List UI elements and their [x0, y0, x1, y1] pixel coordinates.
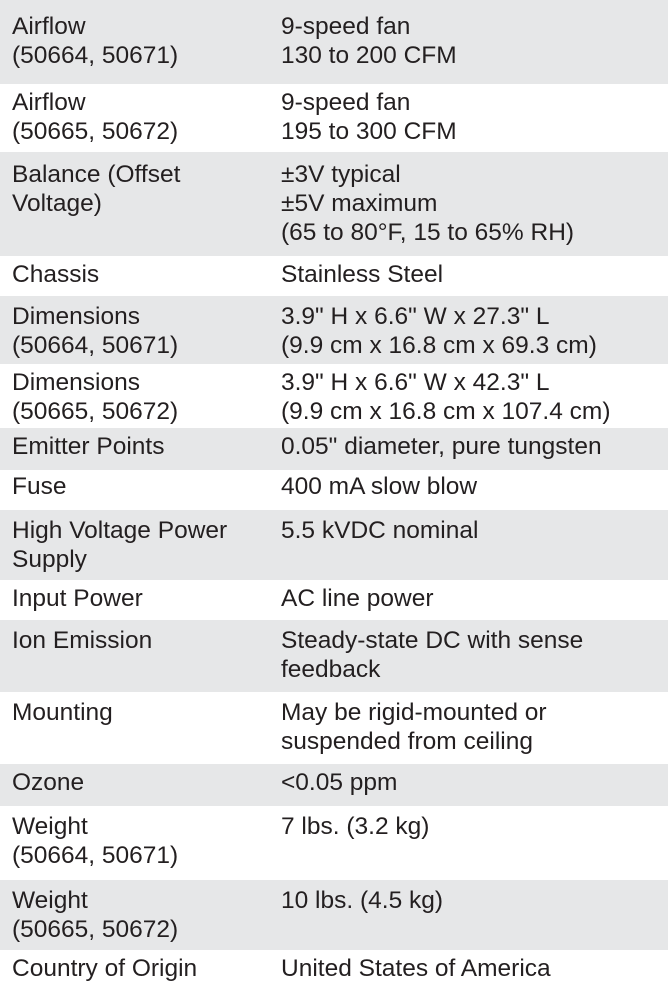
spec-row-emitter-points — [0, 428, 668, 470]
spec-row-dimensions-large — [0, 364, 668, 428]
spec-row-balance — [0, 152, 668, 256]
spec-label: Weight (50664, 50671) — [12, 813, 179, 869]
spec-row-weight-small — [0, 806, 668, 880]
spec-value: 3.9" H x 6.6" W x 27.3" L (9.9 cm x 16.8 cm x 69.3 cm) — [280, 296, 668, 364]
spec-label: Dimensions (50665, 50672) — [12, 369, 179, 425]
spec-row-chassis — [0, 256, 668, 296]
spec-label: Emitter Points — [0, 428, 280, 470]
spec-value: 0.05" diameter, pure tungsten — [280, 428, 668, 470]
spec-value: 5.5 kVDC nominal — [280, 510, 668, 580]
spec-value: AC line power — [281, 585, 434, 612]
spec-value: 9-speed fan 130 to 200 CFM — [280, 0, 668, 84]
spec-row-ion-emission — [0, 620, 668, 692]
spec-row-weight-large — [0, 880, 668, 950]
spec-label: Ozone — [0, 764, 280, 806]
spec-label: High Voltage Power Supply — [0, 510, 280, 580]
spec-label: Country of Origin — [12, 955, 198, 982]
spec-label: Ion Emission — [0, 620, 280, 692]
spec-value: 9-speed fan 195 to 300 CFM — [281, 89, 457, 145]
spec-row-high-voltage — [0, 510, 668, 580]
spec-row-fuse — [0, 470, 668, 510]
spec-value: May be rigid-mounted or suspended from ceiling — [281, 699, 547, 755]
spec-row-ozone — [0, 764, 668, 806]
spec-value: United States of America — [281, 955, 551, 982]
spec-value: Steady-state DC with sense feedback — [280, 620, 668, 692]
spec-value: Stainless Steel — [281, 261, 444, 288]
spec-label: Dimensions (50664, 50671) — [0, 296, 280, 364]
spec-label: Weight (50665, 50672) — [0, 880, 280, 950]
spec-row-country-of-origin — [0, 950, 668, 994]
spec-label: Balance (Offset Voltage) — [0, 152, 280, 256]
spec-value: <0.05 ppm — [280, 764, 668, 806]
spec-row-mounting — [0, 692, 668, 764]
spec-row-airflow-small — [0, 0, 668, 84]
spec-row-airflow-large — [0, 84, 668, 152]
spec-value: 10 lbs. (4.5 kg) — [280, 880, 668, 950]
spec-value: 7 lbs. (3.2 kg) — [281, 813, 430, 840]
spec-label: Airflow (50665, 50672) — [12, 89, 179, 145]
spec-label: Input Power — [12, 585, 143, 612]
spec-value: ±3V typical ±5V maximum (65 to 80°F, 15 to 65% RH) — [280, 152, 668, 256]
spec-row-dimensions-small — [0, 296, 668, 364]
spec-value: 3.9" H x 6.6" W x 42.3" L (9.9 cm x 16.8 cm x 107.4 cm) — [281, 369, 611, 425]
spec-value: 400 mA slow blow — [281, 473, 478, 500]
spec-label: Chassis — [12, 261, 100, 288]
spec-label: Mounting — [12, 699, 113, 726]
spec-label: Fuse — [12, 473, 67, 500]
spec-label: Airflow (50664, 50671) — [0, 0, 280, 84]
spec-row-input-power — [0, 580, 668, 620]
